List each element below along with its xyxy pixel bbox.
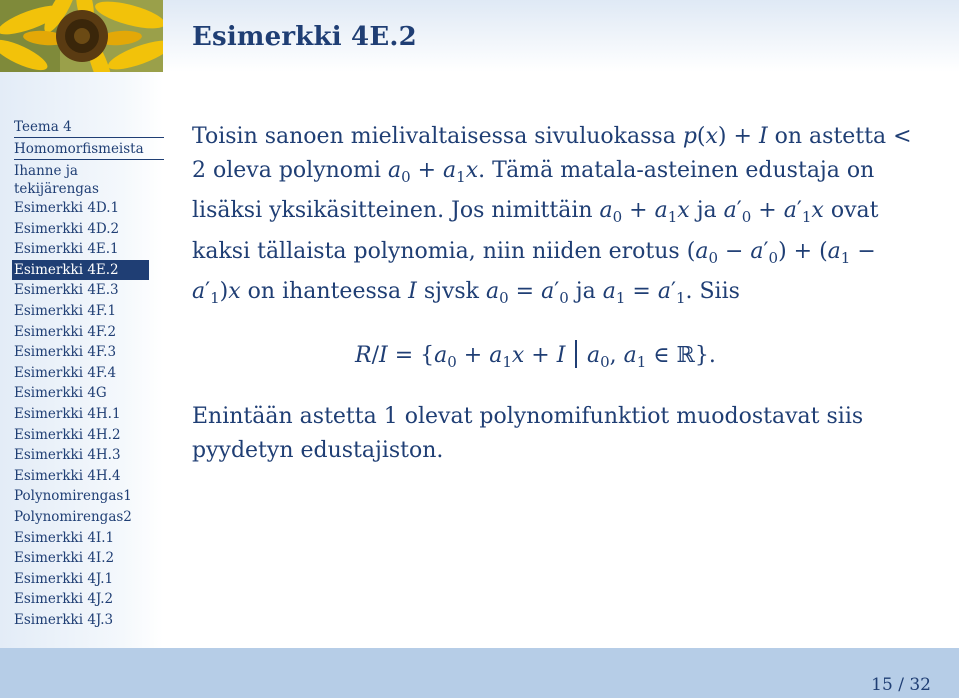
nav-section-teema-4[interactable]: Teema 4 — [14, 118, 164, 138]
body-text-4: ja — [689, 198, 724, 223]
page-total: 32 — [909, 675, 931, 695]
nav-item-polynomirengas1[interactable]: Polynomirengas1 — [14, 488, 132, 505]
nav-item-homomorfismeista[interactable]: Homomorfismeista — [14, 140, 164, 160]
navigation — [14, 118, 164, 630]
nav-item-4e3[interactable]: Esimerkki 4E.3 — [14, 282, 119, 299]
page-number — [871, 675, 931, 695]
body-text-2: on astetta < 2 oleva polynomi — [192, 124, 912, 183]
nav-item-4h2[interactable]: Esimerkki 4H.2 — [14, 426, 121, 443]
set-builder-bar — [575, 340, 577, 368]
footer-bar — [0, 648, 959, 698]
display-equation: $R/I = \{a_0 + a_1x + I$ $a_0$, $a_1$ ∈ ℝ}. — [355, 340, 716, 371]
nav-item-4h1[interactable]: Esimerkki 4H.1 — [14, 405, 121, 422]
body-paragraph: Toisin sanoen mielivaltaisessa sivuluokassa p(x) + I on astetta < 2 oleva polynomi $a_0 + a_1x$. Tämä matala-asteinen edustaja on lisäksi yksikäsitteinen. Jos nimittäin $a_0 + a_1x$ ja $a'_0 + a'_1x$ ovat kaksi tällaista polynomia, niin niiden erotus $(a_0 - a'_0) + (a_1 - a'_1)x$ on ihanteessa I sjvsk $a_0 = a'_0$ ja $a_1 = a'_1$. Siis — [192, 124, 912, 307]
nav-item-4f3[interactable]: Esimerkki 4F.3 — [14, 344, 117, 361]
body-text-6: on ihanteessa — [240, 279, 409, 304]
nav-item-4f1[interactable]: Esimerkki 4F.1 — [14, 302, 117, 319]
body-text-5: ovat kaksi tällaista polynomia, niin niiden erotus — [192, 198, 879, 264]
math-coset: p — [682, 124, 697, 149]
nav-item-4e2-active[interactable]: Esimerkki 4E.2 — [12, 260, 149, 281]
nav-item-4f4[interactable]: Esimerkki 4F.4 — [14, 364, 117, 381]
slide-body — [192, 120, 922, 316]
body-text-8: ja — [568, 279, 603, 304]
nav-item-4j3[interactable]: Esimerkki 4J.3 — [14, 611, 114, 628]
nav-item-ihanne[interactable]: Ihanne ja tekijärengas — [14, 163, 99, 197]
nav-item-4f2[interactable]: Esimerkki 4F.2 — [14, 323, 117, 340]
page-separator: / — [898, 675, 904, 695]
page-current: 15 — [871, 675, 893, 695]
nav-item-4h3[interactable]: Esimerkki 4H.3 — [14, 447, 121, 464]
nav-item-4d1[interactable]: Esimerkki 4D.1 — [14, 200, 120, 216]
nav-item-4i2[interactable]: Esimerkki 4I.2 — [14, 550, 115, 567]
nav-item-4j1[interactable]: Esimerkki 4J.1 — [14, 570, 114, 587]
nav-item-4j2[interactable]: Esimerkki 4J.2 — [14, 591, 114, 608]
nav-item-4g[interactable]: Esimerkki 4G — [14, 385, 107, 402]
frame-title: Esimerkki 4E.2 — [192, 22, 417, 52]
nav-item-4h4[interactable]: Esimerkki 4H.4 — [14, 467, 121, 484]
nav-item-4e1[interactable]: Esimerkki 4E.1 — [14, 241, 119, 258]
body-text-1: Toisin sanoen mielivaltaisessa sivuluokassa — [192, 124, 683, 149]
body-text-7: sjvsk — [416, 279, 487, 304]
nav-item-4d2[interactable]: Esimerkki 4D.2 — [14, 220, 120, 237]
conclusion-paragraph: Enintään astetta 1 olevat polynomifunktiot muodostavat siis pyydetyn edustajiston. — [192, 404, 864, 463]
body-text-9: . Siis — [685, 279, 740, 304]
nav-item-polynomirengas2[interactable]: Polynomirengas2 — [14, 508, 132, 525]
body-text-3: . Tämä matala-asteinen edustaja on lisäksi yksikäsitteinen. Jos nimittäin — [192, 157, 875, 223]
nav-item-4i1[interactable]: Esimerkki 4I.1 — [14, 529, 115, 546]
sunflower-logo — [0, 0, 163, 72]
